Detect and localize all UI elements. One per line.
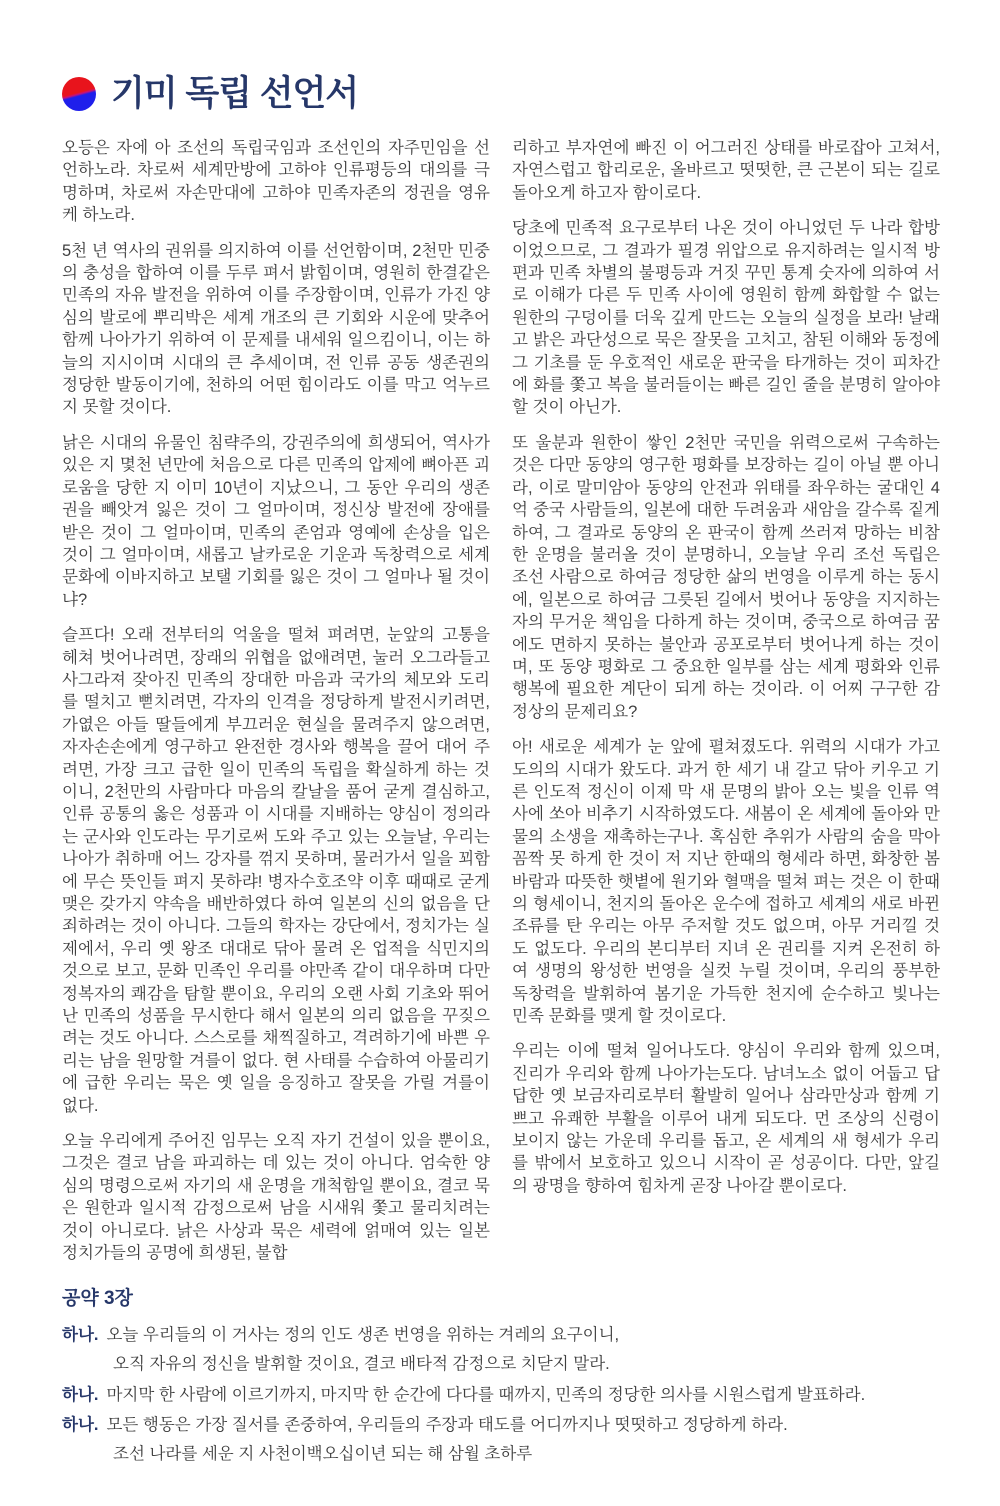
pledge-marker: 하나. [62,1386,99,1405]
pledge-item [62,1324,940,1346]
paragraph: 오늘 우리에게 주어진 임무는 오직 자기 건설이 있을 뿐이요, 그것은 결코 남을 파괴하는 데 있는 것이 아니다. 엄숙한 양심의 명령으로써 자기의 새 운명을 개척함일 뿐이요, 결코 묵은 원한과 일시적 감정으로써 남을 시새워 쫓고 물리치려는 것이 아니로다. 낡은 사상과 묵은 세력에 얽매여 있는 일본 정치가들의 공명에 희생된, 불합 [62,1132,490,1263]
pledge-item [62,1414,940,1436]
paragraph: 슬프다! 오래 전부터의 억울을 떨쳐 펴려면, 눈앞의 고통을 헤쳐 벗어나려면, 장래의 위협을 없애려면, 눌러 오그라들고 사그라져 잦아진 민족의 장대한 마음과 국가의 체모와 도리를 떨치고 뻗치려면, 각자의 인격을 정당하게 발전시키려면, 가엾은 아들 딸들에게 부끄러운 현실을 물려주지 않으려면, 자자손손에게 영구하고 완전한 경사와 행복을 끌어 대어 주려면, 가장 크고 급한 일이 민족의 독립을 확실하게 하는 것이니, 2천만의 사람마다 마음의 칼날을 품어 굳게 결심하고, 인류 공통의 옳은 성품과 이 시대를 지배하는 양심이 정의라는 군사와 인도라는 무기로써 도와 주고 있는 오늘날, 우리는 나아가 취하매 어느 강자를 꺾지 못하며, 물러가서 일을 꾀함에 무슨 뜻인들 펴지 못하랴! 병자수호조약 이후 때때로 굳게 맺은 갖가지 약속을 배반하였다 하여 일본의 신의 없음을 단죄하려는 것이 아니다. 그들의 학자는 강단에서, 정치가는 실제에서, 우리 옛 왕조 대대로 닦아 물려 온 업적을 식민지의 것으로 보고, 문화 민족인 우리를 야만족 같이 대우하며 다만 정복자의 쾌감을 탐할 뿐이요, 우리의 오랜 사회 기초와 뛰어난 민족의 성품을 무시한다 해서 일본의 의리 없음을 꾸짖으려는 것도 아니다. 스스로를 채찍질하고, 격려하기에 바쁜 우리는 남을 원망할 겨를이 없다. 현 사태를 수습하여 아물리기에 급한 우리는 묵은 옛 일을 응징하고 잘못을 가릴 겨를이 없다. [62,626,490,1115]
paragraph: 당초에 민족적 요구로부터 나온 것이 아니었던 두 나라 합방이었으므로, 그 결과가 필경 위압으로 유지하려는 일시적 방편과 민족 차별의 불평등과 거짓 꾸민 통계 숫자에 의하여 서로 이해가 다른 두 민족 사이에 영원히 함께 화합할 수 없는 원한의 구덩이를 더욱 깊게 만드는 오늘의 실정을 보라! 날래고 밝은 과단성으로 묵은 잘못을 고치고, 참된 이해와 동정에 그 기초를 둔 우호적인 새로운 판국을 타개하는 것이 피차간에 화를 쫓고 복을 불러들이는 빠른 길인 줄을 분명히 알아야 할 것이 아닌가. [512,219,940,417]
paragraph: 우리는 이에 떨쳐 일어나도다. 양심이 우리와 함께 있으며, 진리가 우리와 함께 나아가는도다. 남녀노소 없이 어둡고 답답한 옛 보금자리로부터 활발히 일어나 삼라만상과 함께 기쁘고 유쾌한 부활을 이루어 내게 되도다. 먼 조상의 신령이 보이지 않는 가운데 우리를 돕고, 온 세계의 새 형세가 우리를 밖에서 보호하고 있으니 시작이 곧 성공이다. 다만, 앞길의 광명을 향하여 힘차게 곧장 나아갈 뿐이로다. [512,1042,940,1195]
pledge-text: 오늘 우리들의 이 거사는 정의 인도 생존 번영을 위하는 겨레의 요구이니, [106,1325,620,1344]
pledge-text-continued: 오직 자유의 정신을 발휘할 것이요, 결코 배타적 감정으로 치닫지 말라. [113,1354,610,1373]
paragraph: 또 울분과 원한이 쌓인 2천만 국민을 위력으로써 구속하는 것은 다만 동양의 영구한 평화를 보장하는 길이 아닐 뿐 아니라, 이로 말미암아 동양의 안전과 위태를 좌우하는 굴대인 4억 중국 사람들의, 일본에 대한 두려움과 새암을 갈수록 짙게 하여, 그 결과로 동양의 온 판국이 함께 쓰러져 망하는 비참한 운명을 불러올 것이 분명하니, 오늘날 우리 조선 독립은 조선 사람으로 하여금 정당한 삶의 번영을 이루게 하는 동시에, 일본으로 하여금 그릇된 길에서 벗어나 동양을 지지하는 자의 무거운 책임을 다하게 하는 것이며, 중국으로 하여금 꿈에도 면하지 못하는 불안과 공포로부터 벗어나게 하는 것이며, 또 동양 평화로 그 중요한 일부를 삼는 세계 평화와 인류 행복에 필요한 계단이 되게 하는 것이라. 이 어찌 구구한 감정상의 문제리요? [512,433,940,721]
pledge-text: 모든 행동은 가장 질서를 존중하여, 우리들의 주장과 태도를 어디까지나 떳떳하고 정당하게 하라. [106,1415,788,1434]
pledges-section [62,1283,940,1466]
body-columns [62,137,940,1265]
paragraph: 아! 새로운 세계가 눈 앞에 펼쳐졌도다. 위력의 시대가 가고 도의의 시대가 왔도다. 과거 한 세기 내 갈고 닦아 키우고 기른 인도적 정신이 이제 막 새 문명의 밝아 오는 빛을 인류 역사에 쏘아 비추기 시작하였도다. 새봄이 온 세계에 돌아와 만물의 소생을 재촉하는구나. 혹심한 추위가 사람의 숨을 막아 꼼짝 못 하게 한 것이 저 지난 한때의 형세라 하면, 화창한 봄바람과 따뜻한 햇볕에 원기와 혈맥을 떨쳐 펴는 것은 이 한때의 형세이니, 천지의 돌아온 운수에 접하고 세계의 새로 바뀐 조류를 탄 우리는 아무 주저할 것도 없으며, 아무 거리낄 것도 없도다. 우리의 본디부터 지녀 온 권리를 지켜 온전히 하여 생명의 왕성한 번영을 실컷 누릴 것이며, 우리의 풍부한 독창력을 발휘하여 봄기운 가득한 천지에 순수하고 빛나는 민족 문화를 맺게 할 것이로다. [512,738,940,1026]
paragraph: 5천 년 역사의 권위를 의지하여 이를 선언함이며, 2천만 민중의 충성을 합하여 이를 두루 펴서 밝힘이며, 영원히 한결같은 민족의 자유 발전을 위하여 이를 주장함이며, 인류가 가진 양심의 발로에 뿌리박은 세계 개조의 큰 기회와 시운에 맞추어 함께 나아가기 위하여 이 문제를 내세워 일으킴이니, 이는 하늘의 지시이며 시대의 큰 추세이며, 전 인류 공동 생존권의 정당한 발동이기에, 천하의 어떤 힘이라도 이를 막고 억누르지 못할 것이다. [62,241,490,417]
paragraph: 오등은 자에 아 조선의 독립국임과 조선인의 자주민임을 선언하노라. 차로써 세계만방에 고하야 인류평등의 대의를 극명하며, 차로써 자손만대에 고하야 민족자존의 정권을 영유케 하노라. [62,139,490,225]
paragraph: 리하고 부자연에 빠진 이 어그러진 상태를 바로잡아 고쳐서, 자연스럽고 합리로운, 올바르고 떳떳한, 큰 근본이 되는 길로 돌아오게 하고자 함이로다. [512,139,940,202]
pledge-item [62,1384,940,1406]
pledge-text: 마지막 한 사람에 이르기까지, 마지막 한 순간에 다다를 때까지, 민족의 정당한 의사를 시원스럽게 발표하라. [106,1386,866,1405]
paragraph: 낡은 시대의 유물인 침략주의, 강권주의에 희생되어, 역사가 있은 지 몇천 년만에 처음으로 다른 민족의 압제에 뼈아픈 괴로움을 당한 지 이미 10년이 지났으니, 그 동안 우리의 생존권을 빼앗겨 잃은 것이 그 얼마이며, 정신상 발전에 장애를 받은 것이 그 얼마이며, 민족의 존엄과 영예에 손상을 입은 것이 그 얼마이며, 새롭고 날카로운 기운과 독창력으로 세계 문화에 이바지하고 보탤 기회를 잃은 것이 그 얼마나 될 것이냐? [62,433,490,609]
pledge-marker: 하나. [62,1325,99,1344]
taegeuk-flag-icon [62,77,96,111]
pledges-heading: 공약 3장 [62,1287,133,1309]
document-header [62,76,940,111]
left-column [62,137,490,1265]
pledge-marker: 하나. [62,1415,99,1434]
closing-date-line: 조선 나라를 세운 지 사천이백오십이년 되는 해 삼월 초하루 [113,1445,533,1464]
right-column [512,137,940,1265]
page-title: 기미 독립 선언서 [111,74,359,113]
